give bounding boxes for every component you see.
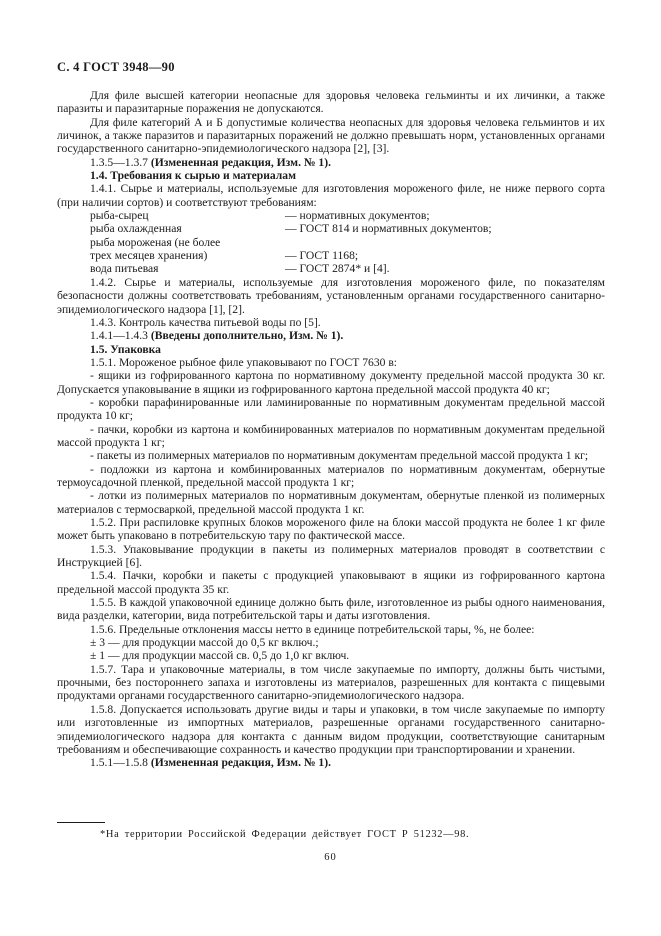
definition-term: вода питьевая	[90, 262, 159, 276]
definition-row	[57, 209, 605, 222]
amendment-note-1-5-1: 1.5.1—1.5.8 (Измененная редакция, Изм. № 1).	[90, 756, 331, 770]
footnote-divider	[57, 822, 105, 823]
paragraph-1-5-1: 1.5.1. Мороженое рыбное филе упаковывают по ГОСТ 7630 в:	[90, 355, 398, 369]
section-heading-1-4: 1.4. Требования к сырью и материалам	[90, 169, 296, 183]
definition-term: рыба охлажденная	[90, 222, 182, 236]
definition-value: — ГОСТ 1168;	[285, 249, 359, 263]
paragraph-1-5-5: 1.5.5. В каждой упаковочной единице должно быть филе, изготовленное из рыбы одного наименования, вида разделки, категории, вида потребительской тары и даты изготовления.	[57, 596, 605, 623]
definition-value	[285, 236, 605, 249]
paragraph-helminths-top-category: Для филе высшей категории неопасные для здоровья человека гельминты и их личинки, а также паразиты и паразитарные поражения не допускаются.	[57, 89, 605, 116]
definition-row	[57, 249, 605, 262]
definition-row	[57, 262, 605, 275]
definition-term: рыба-сырец	[90, 209, 149, 223]
section-heading-1-5: 1.5. Упаковка	[90, 342, 161, 356]
paragraph-helminths-categories-a-b: Для филе категорий А и Б допустимые количества неопасных для здоровья человека гельминтов и их личинок, а также паразитов и паразитарных поражений не должно превышать норм, установленных органами государственного санитарно-эпидемиологического надзора [2], [3].	[57, 115, 605, 156]
paragraph-1-5-7: 1.5.7. Тара и упаковочные материалы, в том числе закупаемые по импорту, должны быть чистыми, прочными, без постороннего запаха и изготовлены из материалов, разрешенных для контакта с пищевыми продуктами органами государственного санитарно-эпидемиологического надзора.	[57, 662, 605, 703]
raw-materials-list	[57, 209, 605, 276]
footnote: *На территории Российской Федерации действует ГОСТ Р 51232—98.	[100, 829, 470, 840]
list-item-boxes-paraffined: - коробки парафинированные или ламинированные по нормативным документам предельной массой продукта 10 кг;	[57, 395, 605, 423]
paragraph-1-4-1: 1.4.1. Сырье и материалы, используемые для изготовления мороженого филе, не ниже первого сорта (при наличии сортов) и соответствуют требованиям:	[57, 182, 605, 209]
list-item-polymer-trays: - лотки из полимерных материалов по нормативным документам, обернутые пленкой из полимерных материалов с термосваркой, предельной массой продукта 1 кг.	[57, 489, 605, 516]
paragraph-1-5-2: 1.5.2. При распиловке крупных блоков мороженого филе на блоки массой продукта не более 1 кг филе может быть упаковано в потребительскую тару по фактической массе.	[57, 516, 605, 543]
page-number: 60	[324, 852, 337, 863]
paragraph-1-5-6: 1.5.6. Предельные отклонения массы нетто в единице потребительской тары, %, не более:	[90, 622, 535, 636]
definition-term: трех месяцев хранения)	[90, 249, 208, 263]
definition-value: — нормативных документов;	[285, 209, 430, 223]
definition-value: — ГОСТ 2874* и [4].	[285, 262, 390, 276]
amendment-note-1-4-1: 1.4.1—1.4.3 (Введены дополнительно, Изм. № 1).	[90, 329, 344, 343]
list-item-boxes-corrugated: - ящики из гофрированного картона по нормативному документу предельной массой продукта 30 кг. Допускается упаковывание в ящики из гофрированного картона предельной массой продукта 40 кг;	[57, 369, 605, 396]
list-item-cardboard-trays: - подложки из картона и комбинированных материалов по нормативным документам, обернутые термоусадочной пленкой, предельной массой продукта 1 кг;	[57, 462, 605, 489]
document-body	[57, 89, 605, 770]
definition-row	[57, 222, 605, 235]
definition-term: рыба мороженая (не более	[90, 235, 221, 249]
definition-row	[57, 236, 605, 249]
paragraph-1-5-8: 1.5.8. Допускается использовать другие виды и тары и упаковки, в том числе закупаемые по импорту или изготовленные из импортных материалов, разрешенные органами государственного санитарно-эпидемиологического надзора для контакта с данным видом продукции, соответствующие санитарным требованиям и обеспечивающие сохранность и качество продукции при транспортировании и хранении.	[57, 702, 605, 756]
list-item-packs-cardboard: - пачки, коробки из картона и комбинированных материалов по нормативным документам предельной массой продукта 1 кг;	[57, 422, 605, 449]
tolerance-line-1-percent: ± 1 — для продукции массой св. 0,5 до 1,0 кг включ.	[90, 649, 350, 663]
tolerance-line-3-percent: ± 3 — для продукции массой до 0,5 кг включ.;	[90, 636, 319, 650]
amendment-note-1-3-5: 1.3.5—1.3.7 (Измененная редакция, Изм. № 1).	[90, 155, 331, 169]
definition-value: — ГОСТ 814 и нормативных документов;	[285, 222, 492, 236]
running-header: С. 4 ГОСТ 3948—90	[57, 60, 175, 74]
paragraph-1-4-2: 1.4.2. Сырье и материалы, используемые для изготовления мороженого филе, по показателям безопасности должны соответствовать требованиям, установленным органами государственного санитарно-эпидемиологического надзора [1], [2].	[57, 275, 605, 316]
paragraph-1-5-3: 1.5.3. Упаковывание продукции в пакеты из полимерных материалов проводят в соответствии с Инструкцией [6].	[57, 542, 605, 570]
paragraph-1-5-4: 1.5.4. Пачки, коробки и пакеты с продукцией упаковывают в ящики из гофрированного картона предельной массой продукта 35 кг.	[57, 569, 605, 596]
list-item-polymer-bags: - пакеты из полимерных материалов по нормативным документам предельной массой продукта 1 кг;	[90, 449, 589, 463]
paragraph-1-4-3: 1.4.3. Контроль качества питьевой воды по [5].	[90, 315, 321, 329]
